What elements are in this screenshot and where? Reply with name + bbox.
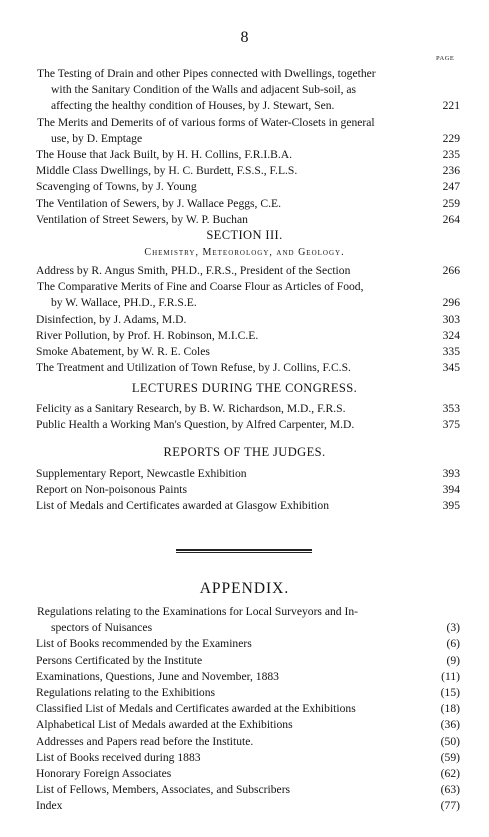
toc-entry	[37, 750, 460, 766]
toc-entry-title-line: Alphabetical List of Medals awarded at the Exhibitions	[36, 718, 293, 732]
judges-heading: REPORTS OF THE JUDGES.	[163, 445, 326, 459]
toc-entry	[37, 263, 460, 279]
toc-entry	[37, 147, 460, 163]
toc-entry-title-line: Honorary Foreign Associates	[36, 767, 172, 781]
toc-section-top	[37, 66, 460, 228]
toc-judges	[37, 466, 460, 515]
toc-entry	[37, 196, 460, 212]
toc-section-three	[37, 263, 460, 376]
toc-entry-page: 266	[442, 264, 460, 277]
toc-entry-title-line: The Merits and Demerits of of various forms of Water-Closets in general	[37, 115, 375, 129]
toc-entry-title-line: Regulations relating to the Examinations for Local Surveyors and In-	[37, 605, 359, 618]
toc-entry-title-line: The Testing of Drain and other Pipes connected with Dwellings, together	[37, 67, 376, 80]
toc-entry	[37, 685, 460, 701]
toc-entry-page: 393	[442, 467, 460, 480]
toc-entry-title-line: Persons Certificated by the Institute	[36, 653, 203, 667]
toc-lectures	[37, 401, 460, 433]
toc-entry	[37, 782, 460, 798]
toc-entry-title-line: List of Books recommended by the Examiners	[36, 637, 252, 651]
toc-entry-title-line: Smoke Abatement, by W. R. E. Coles	[36, 345, 210, 359]
toc-entry-title-line: The Ventilation of Sewers, by J. Wallace Peggs, C.E.	[36, 196, 281, 210]
toc-entry-page: 296	[442, 296, 460, 310]
toc-entry-page: (62)	[440, 767, 460, 781]
toc-entry	[37, 417, 460, 433]
toc-entry	[37, 115, 460, 147]
toc-appendix	[37, 604, 460, 815]
toc-entry	[37, 604, 460, 636]
toc-entry-page: (9)	[446, 653, 460, 667]
toc-entry-title-line: use, by D. Emptage	[51, 131, 143, 145]
divider-rule	[176, 549, 312, 551]
toc-entry	[37, 653, 460, 669]
toc-entry-page: (36)	[440, 718, 460, 732]
toc-entry-page: (59)	[440, 750, 460, 764]
toc-entry-title-line: Felicity as a Sanitary Research, by B. W. Richardson, M.D., F.R.S.	[36, 402, 346, 415]
toc-entry	[37, 498, 460, 514]
lectures-heading: LECTURES DURING THE CONGRESS.	[131, 381, 358, 395]
toc-entry-page: 324	[442, 328, 460, 342]
toc-entry-page: 375	[442, 418, 460, 432]
toc-entry	[37, 212, 460, 228]
page-number: 8	[240, 29, 249, 46]
section-three-subheading: Chemistry, Meteorology, and Geology.	[144, 247, 345, 258]
toc-entry	[37, 179, 460, 195]
toc-entry	[37, 669, 460, 685]
toc-entry-title-line: spectors of Nuisances	[51, 621, 153, 635]
toc-entry	[37, 766, 460, 782]
toc-entry	[37, 466, 460, 482]
toc-entry	[37, 734, 460, 750]
toc-entry-title-line: Index	[36, 799, 63, 813]
toc-entry	[37, 360, 460, 376]
toc-entry-page: 395	[442, 499, 460, 513]
toc-entry-page: (11)	[441, 669, 460, 683]
section-three-heading: SECTION III.	[206, 228, 283, 242]
toc-entry-title-line: The Treatment and Utilization of Town Refuse, by J. Collins, F.C.S.	[36, 361, 351, 375]
toc-entry-title-line: Supplementary Report, Newcastle Exhibition	[36, 467, 247, 480]
appendix-heading: APPENDIX.	[199, 580, 290, 597]
toc-entry-title-line: List of Medals and Certificates awarded at Glasgow Exhibition	[36, 499, 329, 513]
toc-entry-page: 345	[442, 361, 460, 375]
toc-entry-page: 335	[442, 345, 460, 359]
toc-entry-page: 303	[442, 312, 460, 326]
toc-entry-page: (18)	[440, 702, 460, 716]
toc-entry	[37, 798, 460, 814]
toc-entry-title-line: Address by R. Angus Smith, PH.D., F.R.S., President of the Section	[36, 264, 351, 277]
toc-entry-page: (63)	[440, 783, 460, 797]
toc-entry-title-line: Classified List of Medals and Certificates awarded at the Exhibitions	[36, 702, 356, 716]
toc-entry-title-line: with the Sanitary Condition of the Walls and adjacent Sub-soil, as	[51, 83, 357, 97]
toc-entry-title-line: Ventilation of Street Sewers, by W. P. Buchan	[36, 212, 248, 226]
toc-entry-title-line: affecting the healthy condition of Houses, by J. Stewart, Sen.	[51, 99, 335, 113]
toc-entry	[37, 163, 460, 179]
toc-entry-title-line: List of Fellows, Members, Associates, and Subscribers	[36, 783, 291, 797]
toc-entry	[37, 636, 460, 652]
toc-entry-page: 247	[442, 180, 460, 194]
toc-entry	[37, 279, 460, 311]
toc-entry-page: (6)	[446, 637, 460, 651]
toc-entry	[37, 66, 460, 115]
toc-entry-page: (3)	[446, 621, 460, 635]
toc-entry	[37, 717, 460, 733]
toc-entry-title-line: Disinfection, by J. Adams, M.D.	[36, 312, 187, 326]
toc-entry-title-line: by W. Wallace, PH.D., F.R.S.E.	[51, 296, 197, 310]
toc-entry-title-line: Addresses and Papers read before the Institute.	[36, 734, 254, 748]
toc-entry-title-line: Public Health a Working Man's Question, by Alfred Carpenter, M.D.	[36, 418, 355, 432]
toc-entry-page: (15)	[440, 686, 460, 700]
toc-entry-page: 264	[442, 212, 460, 226]
toc-entry-title-line: The House that Jack Built, by H. H. Collins, F.R.I.B.A.	[36, 148, 293, 162]
toc-entry-title-line: Scavenging of Towns, by J. Young	[36, 180, 197, 194]
toc-entry-page: 229	[442, 131, 460, 145]
toc-entry-title-line: Examinations, Questions, June and November, 1883	[36, 669, 279, 683]
toc-entry-title-line: Regulations relating to the Exhibitions	[36, 686, 216, 700]
toc-entry	[37, 328, 460, 344]
toc-entry	[37, 344, 460, 360]
toc-entry-page: 236	[442, 164, 460, 178]
toc-entry-page: 259	[442, 196, 460, 210]
toc-entry-page: (77)	[440, 799, 460, 813]
toc-entry	[37, 312, 460, 328]
toc-entry-page: 394	[442, 483, 460, 497]
toc-entry-title-line: River Pollution, by Prof. H. Robinson, M.I.C.E.	[36, 328, 259, 342]
toc-entry-title-line: The Comparative Merits of Fine and Coarse Flour as Articles of Food,	[37, 280, 364, 294]
toc-entry-page: (50)	[440, 734, 460, 748]
page-column-header: PAGE	[436, 55, 455, 62]
toc-entry-page: 221	[442, 99, 460, 113]
toc-entry	[37, 701, 460, 717]
toc-entry-title-line: Middle Class Dwellings, by H. C. Burdett, F.S.S., F.L.S.	[36, 164, 298, 178]
divider-rule-thin	[176, 552, 312, 553]
toc-entry-page: 353	[442, 402, 460, 415]
toc-entry	[37, 401, 460, 417]
toc-entry-title-line: List of Books received during 1883	[36, 750, 201, 764]
toc-entry-page: 235	[442, 148, 460, 162]
toc-entry	[37, 482, 460, 498]
toc-entry-title-line: Report on Non-poisonous Paints	[36, 483, 188, 497]
